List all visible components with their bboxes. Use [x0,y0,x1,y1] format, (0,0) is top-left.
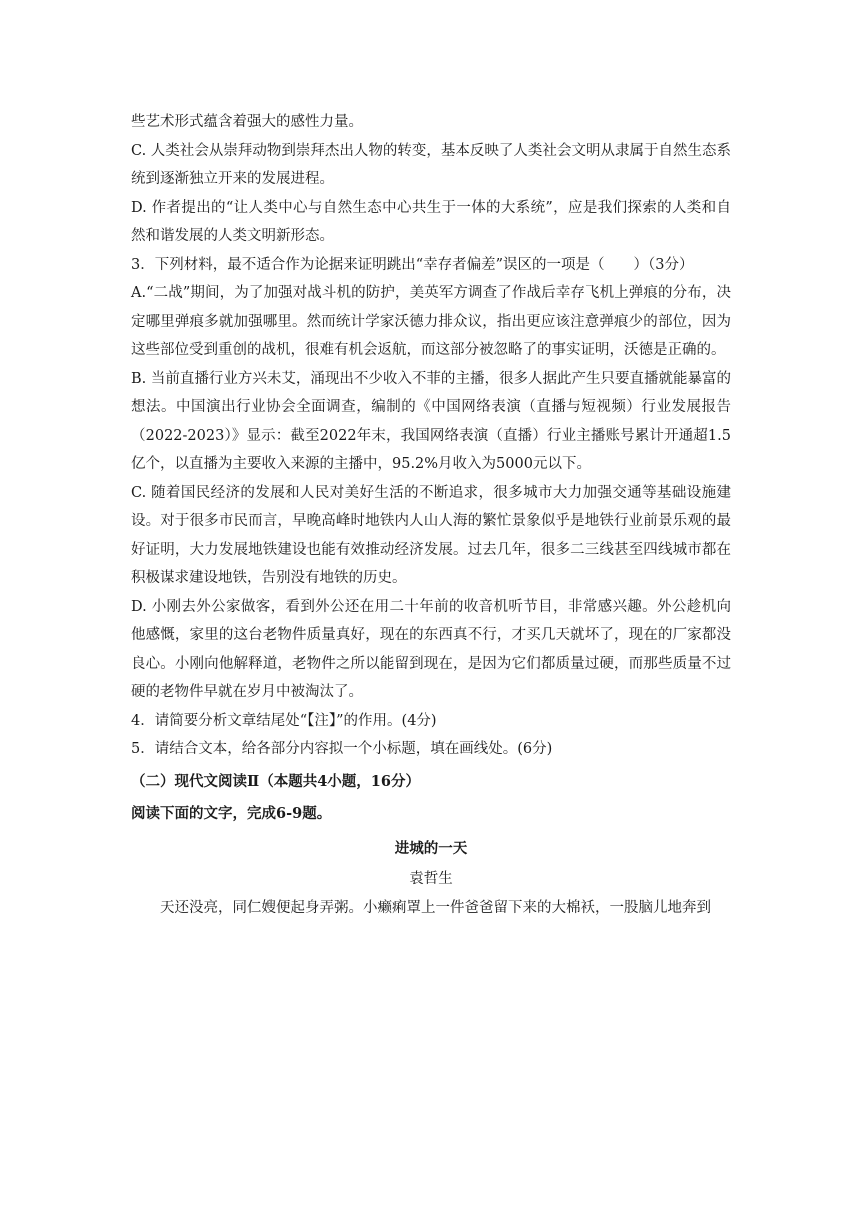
question-5: 5．请结合文本，给各部分内容拟一个小标题，填在画线处。(6分) [131,741,553,757]
q3-option-d: D. 小刚去外公家做客，看到外公还在用二十年前的收音机听节目，非常感兴趣。外公趁机向他感慨，家里的这台老物件质量真好，现在的东西真不行，才买几天就坏了，现在的厂家都没良心。小刚向他解释道，老物件之所以能留到现在，是因为它们都质量过硬，而那些质量不过硬的老物件早就在岁月中被淘汰了。 [131,598,731,700]
q3-option-b: B. 当前直播行业方兴未艾，涌现出不少收入不菲的主播，很多人据此产生只要直播就能暴富的想法。中国演出行业协会全面调查，编制的《中国网络表演（直播与短视频）行业发展报告（2022-2023）》显示：截至2022年末，我国网络表演（直播）行业主播账号累计开通超1.5亿个，以直播为主要收入来源的主播中，95.2%月收入为5000元以下。 [131,370,731,472]
story-title: 进城的一天 [394,839,468,857]
reading-instruction: 阅读下面的文字，完成6-9题。 [131,805,332,822]
section-heading: （二）现代文阅读Ⅱ（本题共4小题，16分） [131,772,420,790]
question-3: 3．下列材料，最不适合作为论据来证明跳出“幸存者偏差”误区的一项是（ ）（3分） [131,256,694,273]
q3-option-c: C. 随着国民经济的发展和人民对美好生活的不断追求，很多城市大力加强交通等基础设施建设。对于很多市民而言，早晚高峰时地铁内人山人海的繁忙景象似乎是地铁行业前景乐观的最好证明，大力发展地铁建设也能有效推动经济发展。过去几年，很多二三线甚至四线城市都在积极谋求建设地铁，告别没有地铁的历史。 [131,484,731,586]
q3-option-a: A.“二战”期间，为了加强对战斗机的防护，美英军方调查了作战后幸存飞机上弹痕的分布，决定哪里弹痕多就加强哪里。然而统计学家沃德力排众议，指出更应该注意弹痕少的部位，因为这些部位受到重创的战机，很难有机会返航，而这部分被忽略了的事实证明，沃德是正确的。 [131,285,731,358]
option-d: D. 作者提出的“让人类中心与自然生态中心共生于一体的大系统”，应是我们探索的人类和自然和谐发展的人类文明新形态。 [131,199,731,244]
question-4: 4．请简要分析文章结尾处“【注】”的作用。(4分) [131,712,437,729]
option-c: C. 人类社会从崇拜动物到崇拜杰出人物的转变，基本反映了人类社会文明从隶属于自然生态系统到逐渐独立开来的发展进程。 [131,142,731,187]
story-first-line: 天还没亮，同仁嫂便起身弄粥。小癞痢罩上一件爸爸留下来的大棉袄，一股脑儿地奔到 [160,899,711,916]
story-author: 袁哲生 [409,871,453,887]
document-body [131,108,731,922]
paragraph-continuation: 些艺术形式蕴含着强大的感性力量。 [131,114,363,130]
